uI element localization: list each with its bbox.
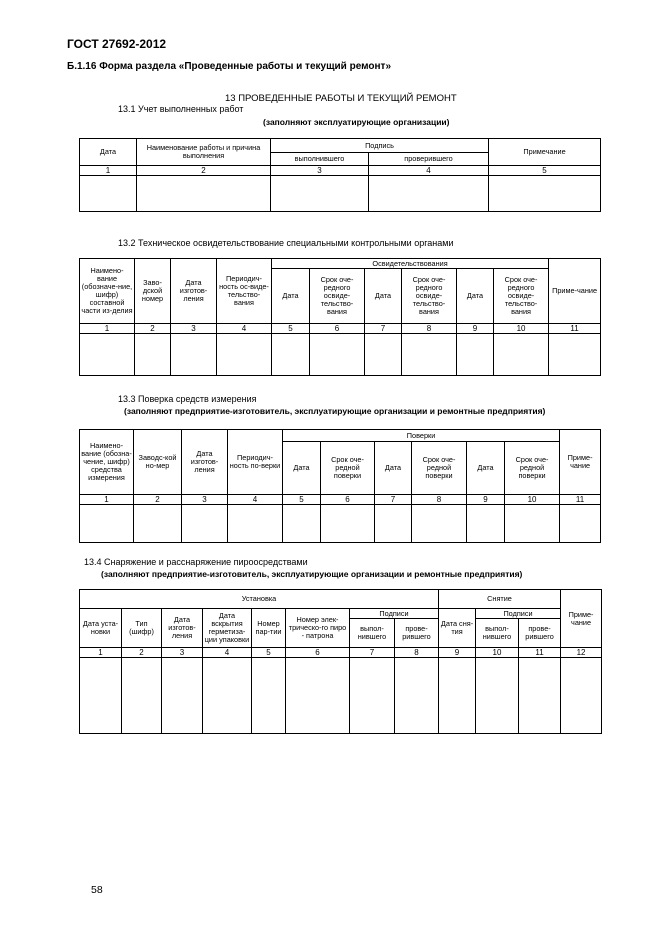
column-number: 3 bbox=[271, 166, 369, 176]
column-number: 2 bbox=[122, 648, 162, 658]
cell-empty bbox=[272, 334, 310, 376]
page-number: 58 bbox=[91, 884, 103, 896]
column-number: 6 bbox=[321, 495, 375, 505]
table4-note: (заполняют предприятие-изготовитель, эксплуатирующие организации и ремонтные предприятия) bbox=[101, 569, 523, 579]
table3-note: (заполняют предприятие-изготовитель, эксплуатирующие организации и ремонтные предприятия) bbox=[124, 406, 546, 416]
header-name: Наимено-вание (обозначе-ние, шифр) составной части из-делия bbox=[80, 259, 135, 324]
cell-empty bbox=[467, 505, 505, 543]
column-number: 8 bbox=[402, 324, 457, 334]
column-number: 5 bbox=[489, 166, 601, 176]
column-number: 4 bbox=[203, 648, 252, 658]
cell-empty bbox=[561, 658, 602, 734]
header-name: Наимено-вание (обозна-чение, шифр) средства измерения bbox=[80, 430, 134, 495]
cell-empty bbox=[457, 334, 494, 376]
cell-empty bbox=[365, 334, 402, 376]
cell-empty bbox=[217, 334, 272, 376]
cell-empty bbox=[505, 505, 560, 543]
cell-empty bbox=[375, 505, 412, 543]
header-inspections: Освидетельствования bbox=[272, 259, 549, 269]
form-title: Б.1.16 Форма раздела «Проведенные работы и текущий ремонт» bbox=[67, 61, 392, 72]
cell-empty bbox=[228, 505, 283, 543]
table2-inspection bbox=[79, 258, 601, 376]
header-manufacture-date: Дата изготов-ления bbox=[162, 609, 203, 648]
column-number: 12 bbox=[561, 648, 602, 658]
cell-empty bbox=[476, 658, 519, 734]
cell-empty bbox=[171, 334, 217, 376]
column-number: 8 bbox=[412, 495, 467, 505]
header-date: Дата bbox=[283, 442, 321, 495]
header-next-term: Срок оче-редной поверки bbox=[412, 442, 467, 495]
column-number: 8 bbox=[395, 648, 439, 658]
header-serial: Заво-дской номер bbox=[135, 259, 171, 324]
header-work-name: Наименование работы и причина выполнения bbox=[137, 139, 271, 166]
cell-empty bbox=[80, 334, 135, 376]
column-number: 10 bbox=[476, 648, 519, 658]
header-install-date: Дата уста-новки bbox=[80, 609, 122, 648]
column-number: 4 bbox=[217, 324, 272, 334]
header-checked: проверившего bbox=[369, 153, 489, 166]
cell-empty bbox=[135, 334, 171, 376]
table4-pyro-charging bbox=[79, 589, 602, 734]
header-batch-number: Номер пар-тии bbox=[252, 609, 286, 648]
header-manufacture-date: Дата изготов-ления bbox=[171, 259, 217, 324]
column-number: 5 bbox=[283, 495, 321, 505]
header-note: Приме-чание bbox=[561, 590, 602, 648]
table1-note: (заполняют эксплуатирующие организации) bbox=[263, 117, 450, 127]
header-removal: Снятие bbox=[439, 590, 561, 609]
cell-empty bbox=[252, 658, 286, 734]
header-next-term: Срок оче-редной поверки bbox=[321, 442, 375, 495]
header-installation: Установка bbox=[80, 590, 439, 609]
column-number: 11 bbox=[519, 648, 561, 658]
cell-empty bbox=[395, 658, 439, 734]
cell-empty bbox=[402, 334, 457, 376]
cell-empty bbox=[310, 334, 365, 376]
table2-caption: 13.2 Техническое освидетельствование специальными контрольными органами bbox=[118, 238, 454, 248]
cell-empty bbox=[80, 176, 137, 212]
header-note: Приме-чание bbox=[549, 259, 601, 324]
cell-empty bbox=[321, 505, 375, 543]
cell-empty bbox=[162, 658, 203, 734]
cell-empty bbox=[134, 505, 182, 543]
column-number: 11 bbox=[560, 495, 601, 505]
column-number: 9 bbox=[457, 324, 494, 334]
table4-caption: 13.4 Снаряжение и расснаряжение пироосредствами bbox=[84, 557, 308, 567]
cell-empty bbox=[203, 658, 252, 734]
header-note: Примечание bbox=[489, 139, 601, 166]
cell-empty bbox=[271, 176, 369, 212]
column-number: 6 bbox=[310, 324, 365, 334]
column-number: 7 bbox=[350, 648, 395, 658]
header-checked: прове-рившего bbox=[395, 619, 439, 648]
header-note: Приме-чание bbox=[560, 430, 601, 495]
column-number: 3 bbox=[162, 648, 203, 658]
column-number: 4 bbox=[369, 166, 489, 176]
header-signatures: Подписи bbox=[476, 609, 561, 619]
header-performed: выпол-нившего bbox=[476, 619, 519, 648]
header-date: Дата bbox=[457, 269, 494, 324]
cell-empty bbox=[182, 505, 228, 543]
table3-caption: 13.3 Поверка средств измерения bbox=[118, 394, 257, 404]
column-number: 2 bbox=[137, 166, 271, 176]
table3-calibration bbox=[79, 429, 601, 543]
column-number: 3 bbox=[171, 324, 217, 334]
header-date: Дата bbox=[467, 442, 505, 495]
cell-empty bbox=[80, 658, 122, 734]
header-date: Дата bbox=[365, 269, 402, 324]
header-next-term: Срок оче-редной поверки bbox=[505, 442, 560, 495]
cell-empty bbox=[560, 505, 601, 543]
header-periodicity: Периодич-ность ос-виде-тельство-вания bbox=[217, 259, 272, 324]
cell-empty bbox=[369, 176, 489, 212]
column-number: 9 bbox=[439, 648, 476, 658]
cell-empty bbox=[519, 658, 561, 734]
header-removal-date: Дата сня-тия bbox=[439, 609, 476, 648]
cell-empty bbox=[439, 658, 476, 734]
column-number: 9 bbox=[467, 495, 505, 505]
header-type: Тип (шифр) bbox=[122, 609, 162, 648]
header-checked: прове-рившего bbox=[519, 619, 561, 648]
cell-empty bbox=[494, 334, 549, 376]
header-next-term: Срок оче-редного освиде-тельство-вания bbox=[310, 269, 365, 324]
column-number: 1 bbox=[80, 324, 135, 334]
header-next-term: Срок оче-редного освиде-тельство-вания bbox=[494, 269, 549, 324]
column-number: 5 bbox=[272, 324, 310, 334]
column-number: 1 bbox=[80, 166, 137, 176]
column-number: 10 bbox=[505, 495, 560, 505]
table-row bbox=[80, 658, 602, 734]
table-row bbox=[80, 505, 601, 543]
column-number: 1 bbox=[80, 648, 122, 658]
column-number: 7 bbox=[365, 324, 402, 334]
column-number: 2 bbox=[134, 495, 182, 505]
cell-empty bbox=[350, 658, 395, 734]
header-periodicity: Периодич-ность по-верки bbox=[228, 430, 283, 495]
table1-work-log bbox=[79, 138, 601, 212]
column-number: 6 bbox=[286, 648, 350, 658]
header-date: Дата bbox=[272, 269, 310, 324]
cell-empty bbox=[549, 334, 601, 376]
section-heading: 13 ПРОВЕДЕННЫЕ РАБОТЫ И ТЕКУЩИЙ РЕМОНТ bbox=[225, 93, 457, 104]
cell-empty bbox=[122, 658, 162, 734]
header-date: Дата bbox=[80, 139, 137, 166]
header-serial: Заводс-кой но-мер bbox=[134, 430, 182, 495]
table-row bbox=[80, 334, 601, 376]
cell-empty bbox=[489, 176, 601, 212]
column-number: 5 bbox=[252, 648, 286, 658]
header-next-term: Срок оче-редного освиде-тельство-вания bbox=[402, 269, 457, 324]
table1-caption: 13.1 Учет выполненных работ bbox=[118, 104, 244, 114]
cell-empty bbox=[80, 505, 134, 543]
header-signatures: Подписи bbox=[350, 609, 439, 619]
cell-empty bbox=[283, 505, 321, 543]
column-number: 11 bbox=[549, 324, 601, 334]
column-number: 10 bbox=[494, 324, 549, 334]
header-performed: выпол-нившего bbox=[350, 619, 395, 648]
column-number: 7 bbox=[375, 495, 412, 505]
header-performed: выполнившего bbox=[271, 153, 369, 166]
column-number: 4 bbox=[228, 495, 283, 505]
document-code: ГОСТ 27692-2012 bbox=[67, 37, 167, 51]
cell-empty bbox=[412, 505, 467, 543]
column-number: 3 bbox=[182, 495, 228, 505]
header-date: Дата bbox=[375, 442, 412, 495]
header-cartridge-number: Номер элек-трическо-го пиро - патрона bbox=[286, 609, 350, 648]
header-signature: Подпись bbox=[271, 139, 489, 153]
cell-empty bbox=[286, 658, 350, 734]
column-number: 1 bbox=[80, 495, 134, 505]
header-calibrations: Поверки bbox=[283, 430, 560, 442]
header-manufacture-date: Дата изготов-ления bbox=[182, 430, 228, 495]
header-seal-opened-date: Дата вскрытия герметиза-ции упаковки bbox=[203, 609, 252, 648]
column-number: 2 bbox=[135, 324, 171, 334]
cell-empty bbox=[137, 176, 271, 212]
table-row bbox=[80, 176, 601, 212]
